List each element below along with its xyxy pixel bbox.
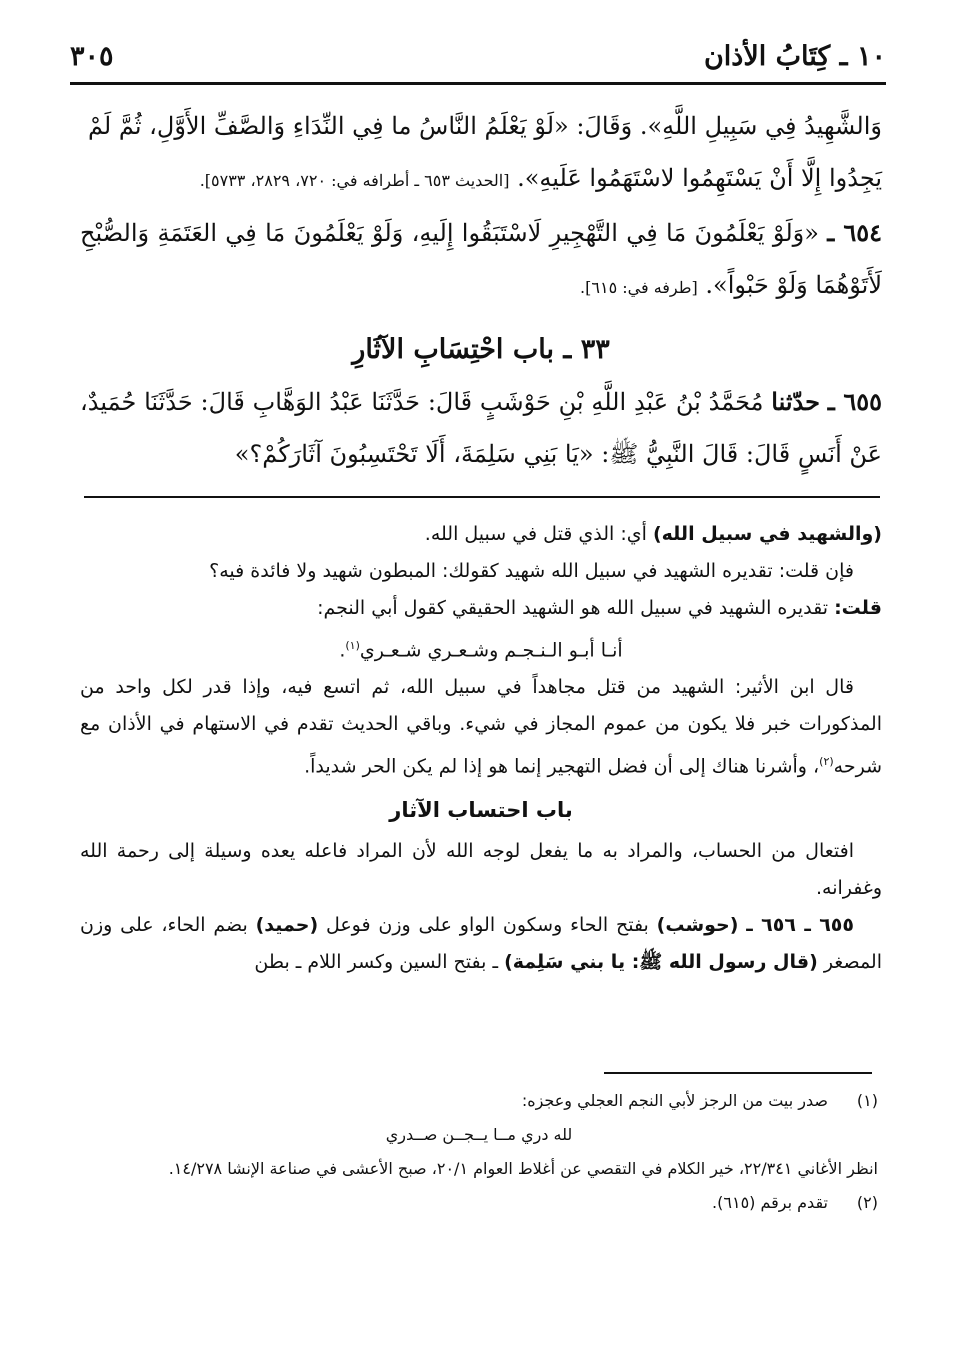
chapter-heading: ٣٣ ـ باب احْتِسَابِ الآثَارِ [352,334,610,365]
footnote-1-number: (١) [856,1091,878,1110]
footnote-divider [604,1072,872,1074]
footnote-marker-1[interactable]: (١) [345,639,360,652]
footnote-2-text: تقدم برقم (٦١٥). [712,1193,828,1212]
hadith-655 [80,376,882,480]
commentary-p3-text: تقديره الشهيد في سبيل الله هو الشهيد الحقيقي كقول أبي النجم: [317,597,835,619]
commentary-subheading: باب احتساب الآثار [389,797,573,822]
commentary-p4 [80,669,882,785]
commentary-p5: افتعال من الحساب، والمراد به ما يفعل لوجه الله لأن المراد فاعله يعده وسيلة إلى رحمة الله وغفرانه. [80,839,882,899]
chapter-title: ١٠ ـ كِتَابُ الأذان [703,40,886,72]
hadith-654-text: «وَلَوْ يَعْلَمُونَ مَا فِي التَّهْجِيرِ لَاسْتَبَقُوا إِلَيهِ، وَلَوْ يَعْلَمُونَ مَا فِي العَتَمَةِ وَالصُّبْحِ لَأَتَوْهُمَا وَلَوْ حَبْواً». [80,219,882,299]
commentary-p6-text-1: بفتح الحاء وسكون الواو على وزن فوعل [318,913,657,936]
running-head [70,30,886,85]
footnote-1-references: انظر الأغاني ٢٢/٣٤١، خير الكلام في التقصي عن أغلاط العوام ٢٠/١، صبح الأعشى في صناعة الإنشا ١٤/٢٧٨. [168,1159,878,1178]
footnote-1-verse: لله دري مــا يــجــن صــدري [385,1125,573,1144]
hadith-654-number: ٦٥٤ ـ [827,218,882,247]
hadith-654-reference: [طرفه في: ٦١٥]. [580,278,698,297]
commentary-p1 [80,516,882,553]
commentary-p2: فإن قلت: تقديره الشهيد في سبيل الله شهيد كقولك: المبطون شهيد ولا فائدة فيه؟ [209,560,854,582]
commentary-block [80,516,882,981]
commentary-p6-text-3: ـ بفتح السين وكسر اللام ـ بطن [254,950,505,973]
commentary-p4-tail: ، وأشرنا هناك إلى أن فضل التهجير إنما هو إذا لم يكن الحر شديداً. [304,755,820,778]
commentary-p6-term-1: (حوشب) [656,913,739,936]
footnote-1 [80,1084,878,1118]
commentary-p4-text: قال ابن الأثير: الشهيد من قتل مجاهداً في سبيل الله، ثم اتسع فيه، وإذا قدر لكل واحد من المذكورات خبر فلا يكون من عموم المجاز في شيء. وباقي الحديث تقدم في الاستهام في الأذان مع شرحه [80,676,882,778]
hadith-655-text: مُحَمَّدُ بْنُ عَبْدِ اللَّهِ بْنِ حَوْشَبٍ قَالَ: حَدَّثَنَا عَبْدُ الوَهَّابِ قَالَ: حَدَّثَنَا حُمَيدٌ، عَنْ أَنَسٍ قَالَ: قَالَ النَّبِيُّ ﷺ: «يَا بَنِي سَلِمَةَ، أَلَا تَحْتَسِبُونَ آثَارَكُمْ؟» [80,388,882,468]
commentary-p6 [80,907,882,981]
commentary-p6-number: ٦٥٥ ـ ٦٥٦ ـ [746,913,854,936]
commentary-p6-term-2: (حميد) [255,913,319,936]
commentary-p6-text-2: بضم الحاء، على وزن المصغر [80,913,882,973]
footnote-2-number: (٢) [856,1193,878,1212]
hadith-654 [80,207,882,314]
line1-text: وَالشَّهِيدُ فِي سَبِيلِ اللَّهِ». وَقَالَ: «لَوْ يَعْلَمُ النَّاسُ ما فِي النِّدَاءِ وَالصَّفِّ الأَوَّلِ، ثُمَّ لَمْ [87,112,882,140]
commentary-p6-term-3: (قال رسول الله ﷺ: يا بني سَلِمة) [504,950,818,973]
commentary-p3-term: قلت: [834,597,882,619]
hadith-text-block [80,100,882,480]
section-divider [84,496,880,498]
footnote-2 [80,1186,878,1220]
hadith-655-number: ٦٥٥ ـ [827,387,882,416]
commentary-p3 [80,590,882,627]
main-line-2 [80,152,882,207]
main-line-1 [80,100,882,152]
poetry-verse: أنـا أبـو الـنـجـم وشـعـري شـعـري$^{(١)}$. [339,639,623,662]
footnote-1-text: صدر بيت من الرجز لأبي النجم العجلي وعجزه: [521,1091,828,1110]
commentary-p1-term: (والشهيد في سبيل الله) [652,523,882,545]
commentary-p1-text: أي: الذي قتل في سبيل الله. [424,523,653,545]
hadith-655-narrator: حدّثنا [771,387,820,416]
line2-text: يَجِدُوا إِلَّا أَنْ يَسْتَهِمُوا لاسْتَهَمُوا عَلَيهِ». [517,164,882,192]
footnote-marker-2[interactable]: (٢) [819,755,834,769]
verse-text: أنـا أبـو الـنـجـم وشـعـري شـعـري [359,639,623,662]
page-number: ٣٠٥ [70,40,114,72]
hadith-653-reference: [الحديث ٦٥٣ ـ أطرافه في: ٧٢٠، ٢٨٢٩، ٥٧٣٣]. [199,171,510,190]
footnotes-block [80,1084,878,1220]
